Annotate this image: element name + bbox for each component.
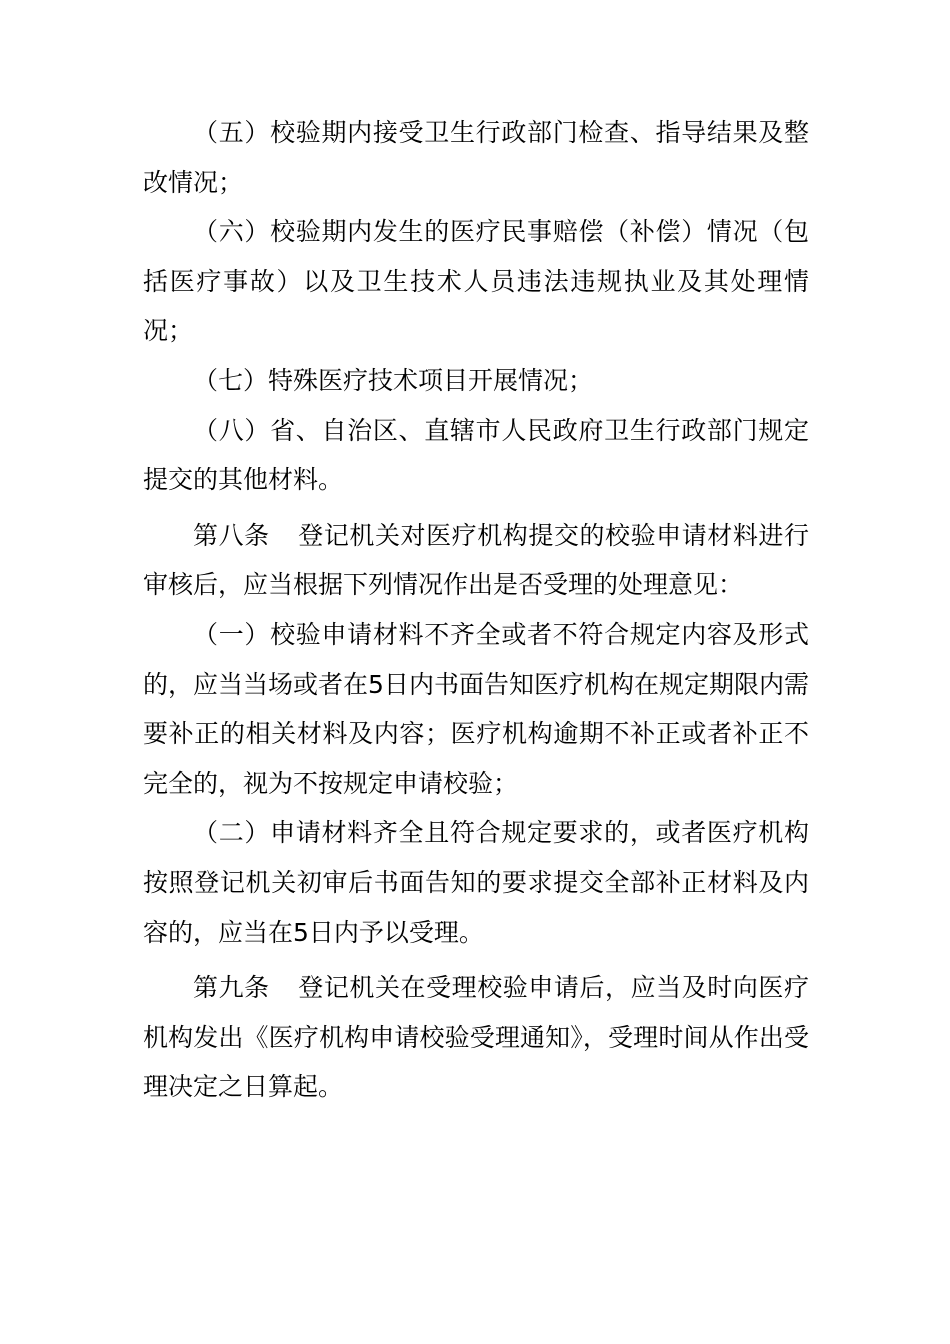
article-9-paragraph bbox=[143, 963, 809, 1112]
article-8-item-2-paragraph: （二）申请材料齐全且符合规定要求的，或者医疗机构按照登记机关初审后书面告知的要求提交全部补正材料及内容的，应当在5日内予以受理。 bbox=[143, 818, 809, 947]
document-body bbox=[143, 108, 809, 1112]
item-6-paragraph: （六）校验期内发生的医疗民事赔偿（补偿）情况（包括医疗事故）以及卫生技术人员违法违规执业及其处理情况； bbox=[143, 217, 809, 346]
article-8-item-1-paragraph: （一）校验申请材料不齐全或者不符合规定内容及形式的，应当当场或者在5日内书面告知医疗机构在规定期限内需要补正的相关材料及内容；医疗机构逾期不补正或者补正不完全的，视为不按规定申请校验； bbox=[143, 619, 809, 798]
article-8-paragraph bbox=[143, 511, 809, 610]
article-9-number: 第九条 bbox=[193, 973, 270, 1003]
item-7-paragraph: （七）特殊医疗技术项目开展情况； bbox=[193, 365, 594, 395]
item-5-paragraph: （五）校验期内接受卫生行政部门检查、指导结果及整改情况； bbox=[143, 118, 809, 197]
article-8-number: 第八条 bbox=[193, 520, 270, 550]
article-8-text: 登记机关对医疗机构提交的校验申请材料进行审核后，应当根据下列情况作出是否受理的处理意见： bbox=[143, 520, 809, 600]
article-9-text: 登记机关在受理校验申请后，应当及时向医疗机构发出《医疗机构申请校验受理通知》，受理时间从作出受理决定之日算起。 bbox=[143, 973, 809, 1102]
item-8-paragraph: （八）省、自治区、直辖市人民政府卫生行政部门规定提交的其他材料。 bbox=[143, 415, 809, 495]
